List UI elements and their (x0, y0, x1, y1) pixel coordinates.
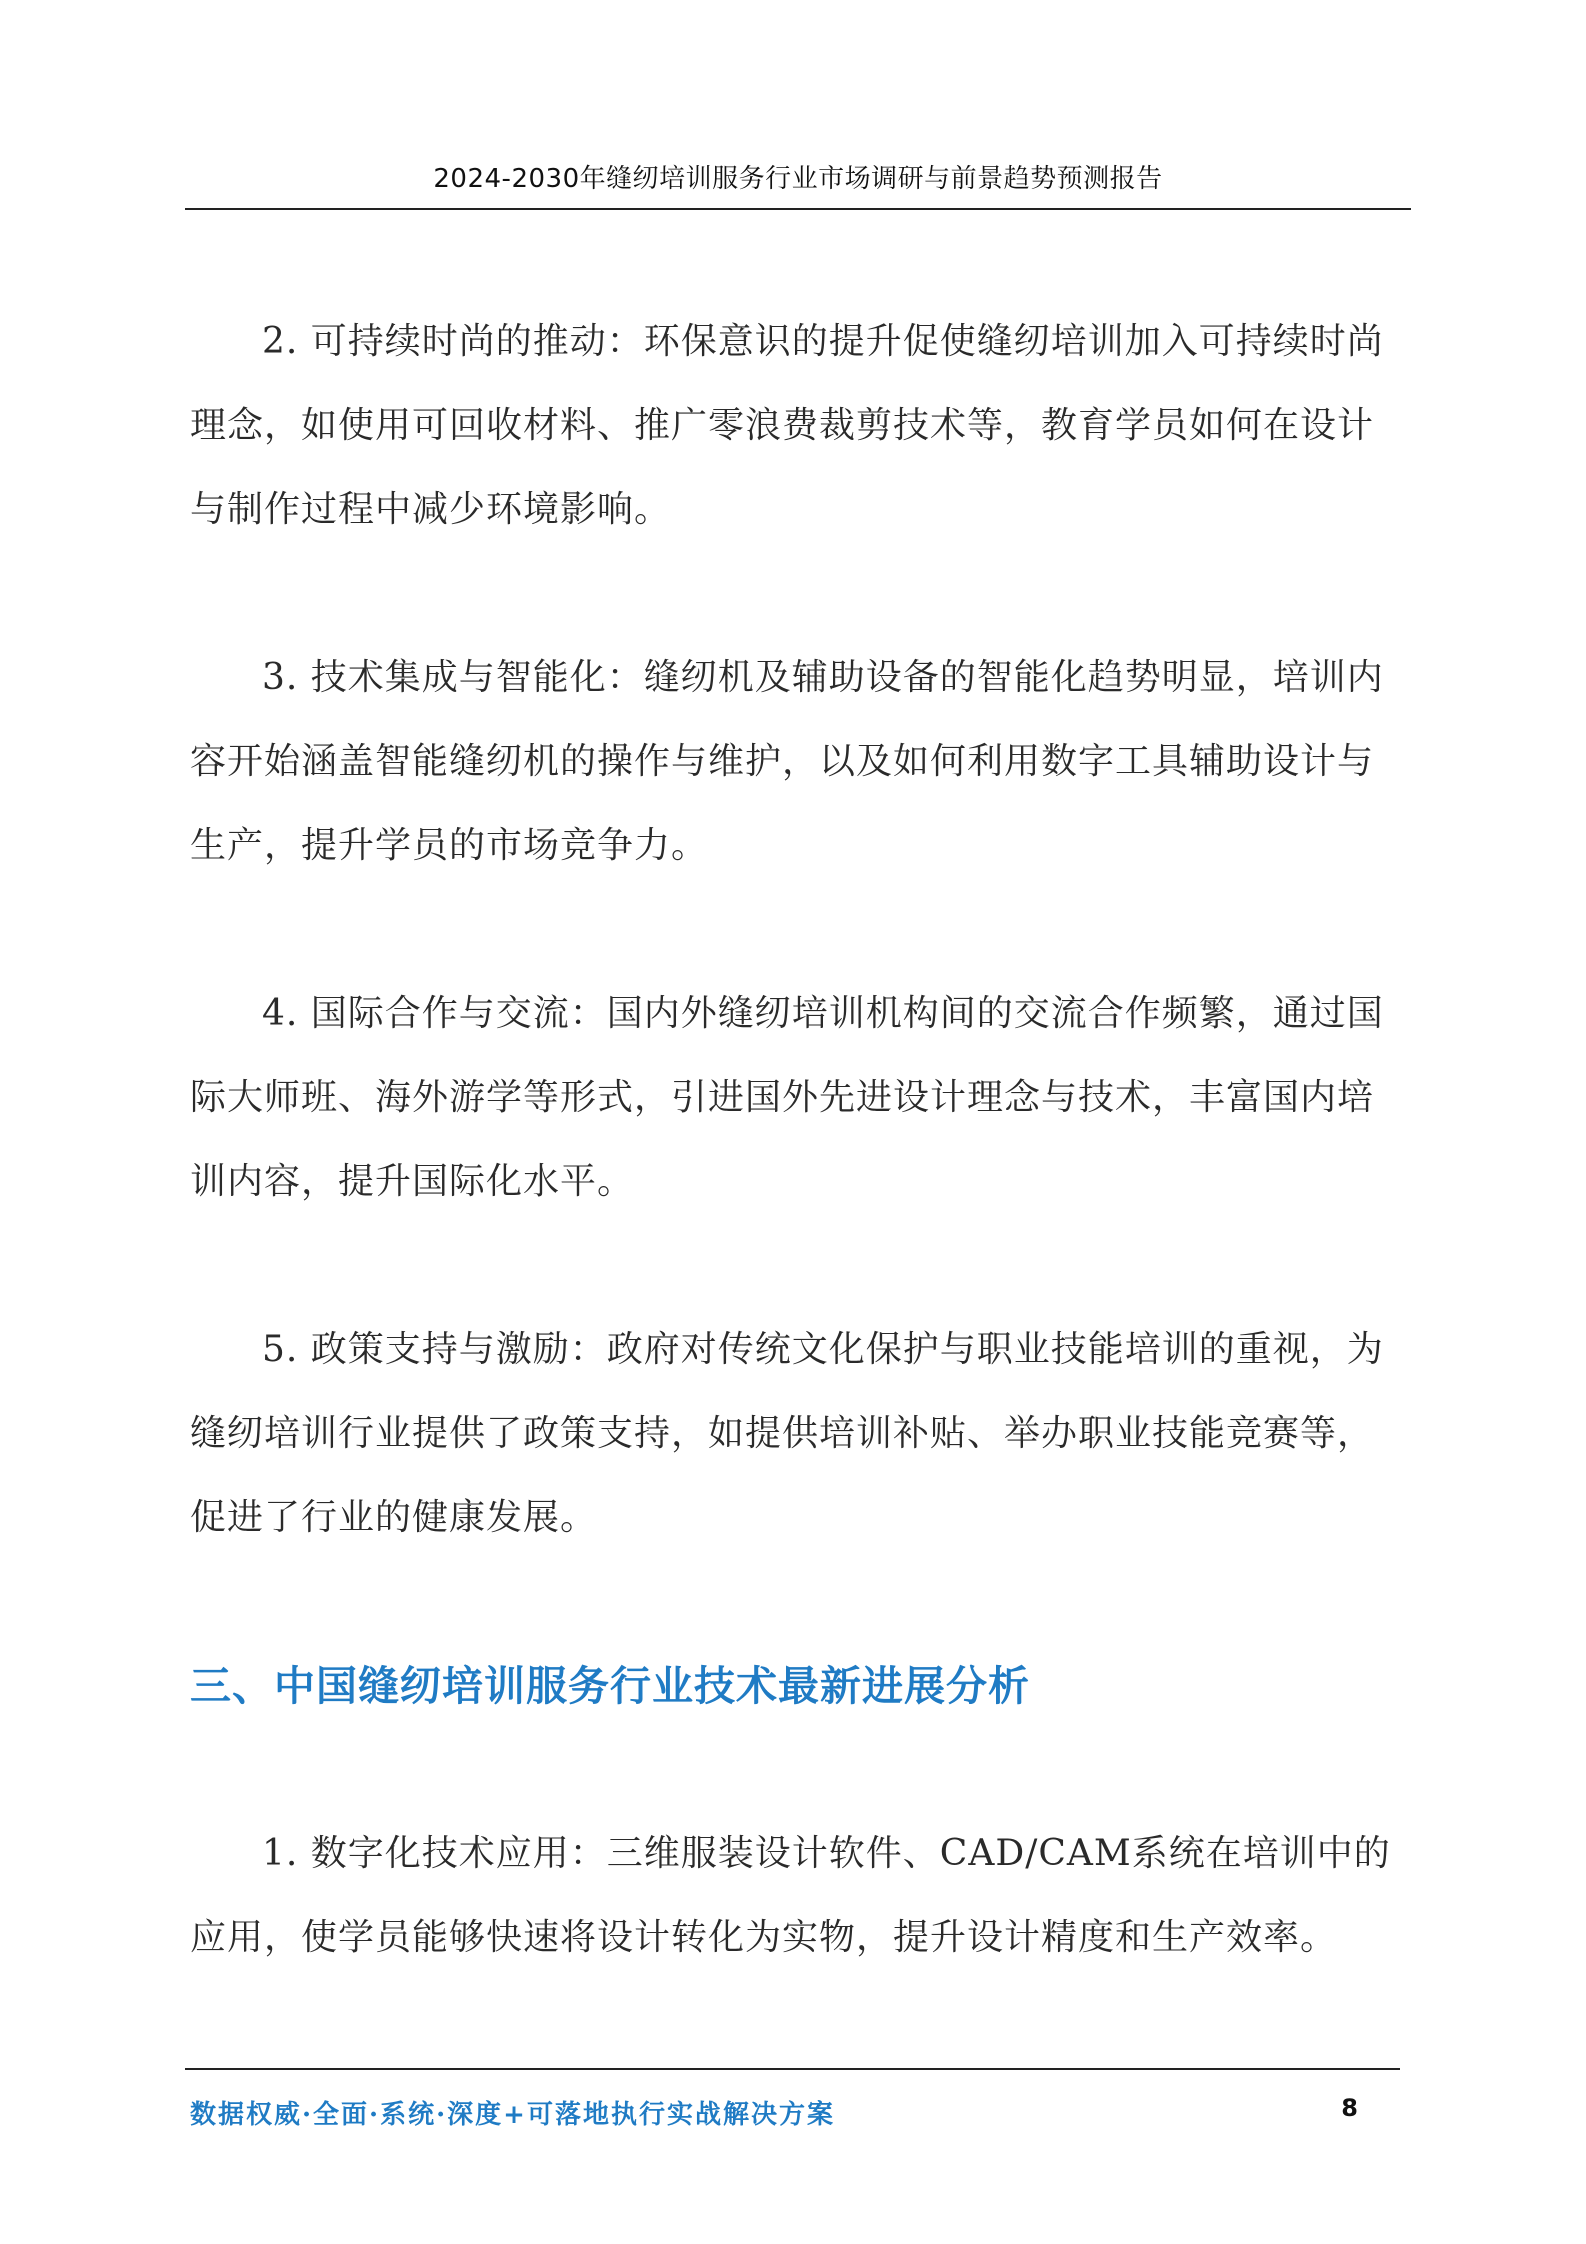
paragraph-sustainable-fashion: 2. 可持续时尚的推动：环保意识的提升促使缝纫培训加入可持续时尚理念，如使用可回收材料、推广零浪费裁剪技术等，教育学员如何在设计与制作过程中减少环境影响。 (190, 321, 1384, 530)
paragraph-policy-support: 5. 政策支持与激励：政府对传统文化保护与职业技能培训的重视，为缝纫培训行业提供了政策支持，如提供培训补贴、举办职业技能竞赛等，促进了行业的健康发展。 (190, 1329, 1384, 1538)
header-divider (185, 208, 1411, 210)
section-heading: 三、中国缝纫培训服务行业技术最新进展分析 (190, 1662, 1030, 1710)
page-body (190, 300, 1402, 2064)
footer-slogan: 数据权威·全面·系统·深度+可落地执行实战解决方案 (190, 2100, 835, 2130)
page-number: 8 (1341, 2094, 1358, 2122)
paragraph-digital-tech: 1. 数字化技术应用：三维服装设计软件、CAD/CAM系统在培训中的应用，使学员能够快速将设计转化为实物，提升设计精度和生产效率。 (190, 1833, 1391, 1958)
paragraph-tech-integration: 3. 技术集成与智能化：缝纫机及辅助设备的智能化趋势明显，培训内容开始涵盖智能缝纫机的操作与维护，以及如何利用数字工具辅助设计与生产，提升学员的市场竞争力。 (190, 657, 1384, 866)
paragraph-international-cooperation: 4. 国际合作与交流：国内外缝纫培训机构间的交流合作频繁，通过国际大师班、海外游学等形式，引进国外先进设计理念与技术，丰富国内培训内容，提升国际化水平。 (190, 993, 1384, 1202)
footer-divider (185, 2068, 1400, 2070)
page-header-title: 2024-2030年缝纫培训服务行业市场调研与前景趋势预测报告 (433, 164, 1163, 194)
